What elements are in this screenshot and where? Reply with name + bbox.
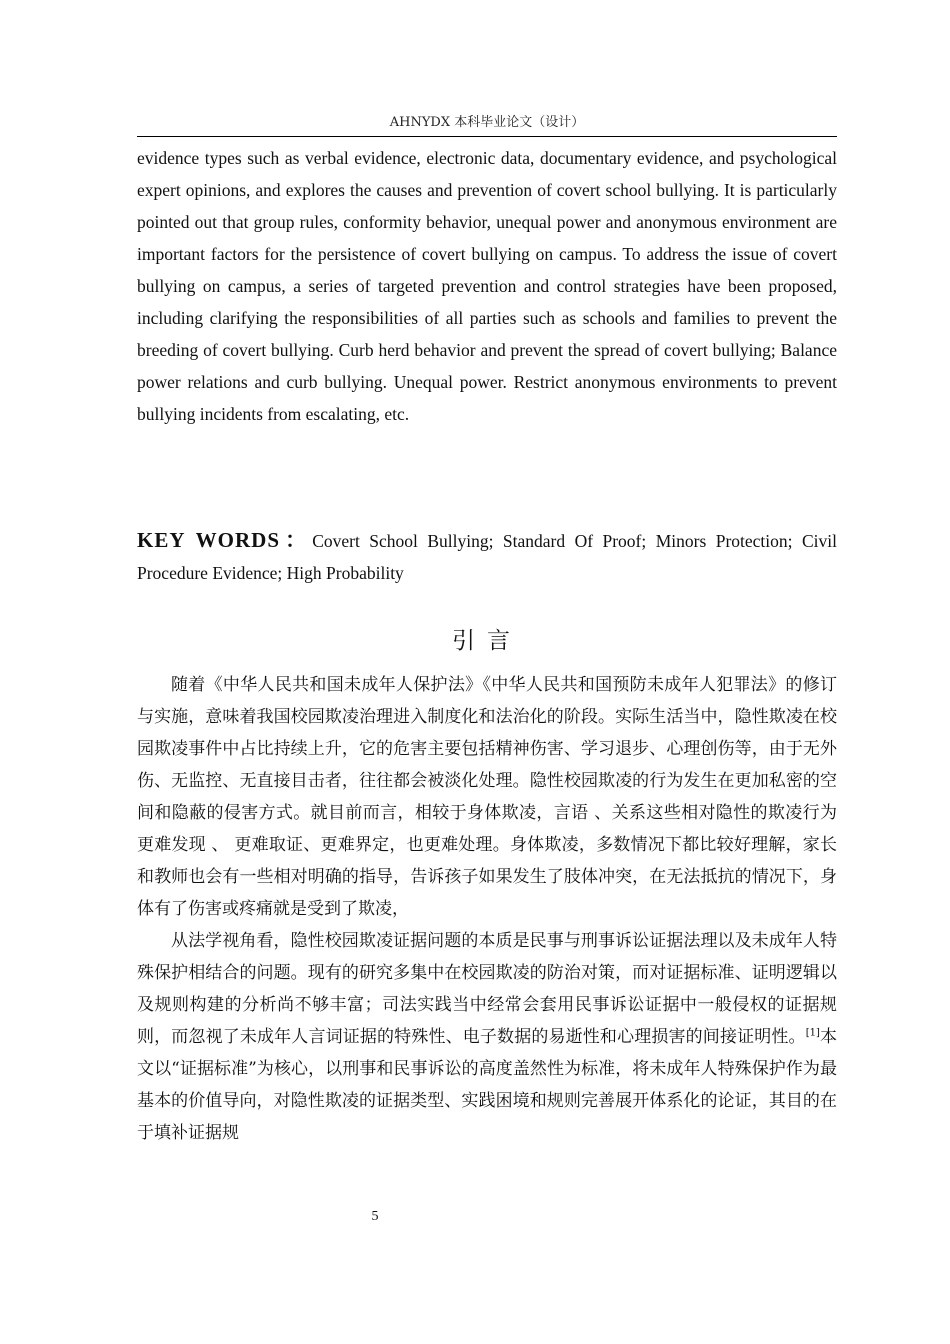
section-title: 引言 [452,628,522,654]
running-header: AHNYDX 本科毕业论文（设计） [389,115,585,130]
keywords-block [137,524,837,589]
body-paragraph-2 [137,925,837,1149]
keywords-text: Covert School Bullying; Standard Of Proof; Minors Protection; Civil Procedure Evidence; High Probability [137,531,837,583]
body-text [137,669,837,1149]
body-paragraph-2-part-a: 从法学视角看，隐性校园欺凌证据问题的本质是民事与刑事诉讼证据法理以及未成年人特殊保护相结合的问题。现有的研究多集中在校园欺凌的防治对策，而对证据标准、证明逻辑以及规则构建的分析尚不够丰富；司法实践当中经常会套用民事诉讼证据中一般侵权的证据规则，而忽视了未成年人言词证据的特殊性、电子数据的易逝性和心理损害的间接证明性。 [137,931,837,1047]
body-paragraph-2-part-b: 本文以“证据标准”为核心，以刑事和民事诉讼的高度盖然性为标准，将未成年人特殊保护作为最基本的价值导向，对隐性欺凌的证据类型、实践困境和规则完善展开体系化的论证，其目的在于填补证据规 [137,1027,838,1143]
abstract-paragraph: evidence types such as verbal evidence, electronic data, documentary evidence, and psychological expert opinions, and explores the causes and prevention of covert school bullying. It is particularly pointed out that group rules, conformity behavior, unequal power and anonymous environment are important factors for the persistence of covert bullying on campus. To address the issue of covert bullying on campus, a series of targeted prevention and control strategies have been proposed, including clarifying the responsibilities of all parties such as schools and families to prevent the breeding of covert bullying. Curb herd behavior and prevent the spread of covert bullying; Balance power relations and curb bullying. Unequal power. Restrict anonymous environments to prevent bullying incidents from escalating, etc. [137,148,837,424]
citation-marker[interactable]: [1] [805,1027,820,1039]
body-paragraph-1: 随着《中华人民共和国未成年人保护法》《中华人民共和国预防未成年人犯罪法》的修订与实施，意味着我国校园欺凌治理进入制度化和法治化的阶段。实际生活当中，隐性欺凌在校园欺凌事件中占比持续上升，它的危害主要包括精神伤害、学习退步、心理创伤等，由于无外伤、无监控、无直接目击者，往往都会被淡化处理。隐性校园欺凌的行为发生在更加私密的空间和隐蔽的侵害方式。就目前而言，相较于身体欺凌，言语 、关系这些相对隐性的欺凌行为更难发现 、 更难取证、更难界定，也更难处理。身体欺凌，多数情况下都比较好理解，家长和教师也会有一些相对明确的指导，告诉孩子如果发生了肢体冲突，在无法抵抗的情况下，身体有了伤害或疼痛就是受到了欺凌， [137,675,837,919]
page-number: 5 [371,1209,379,1224]
header-rule [137,136,837,137]
keywords-label: KEY WORDS： [137,528,313,552]
